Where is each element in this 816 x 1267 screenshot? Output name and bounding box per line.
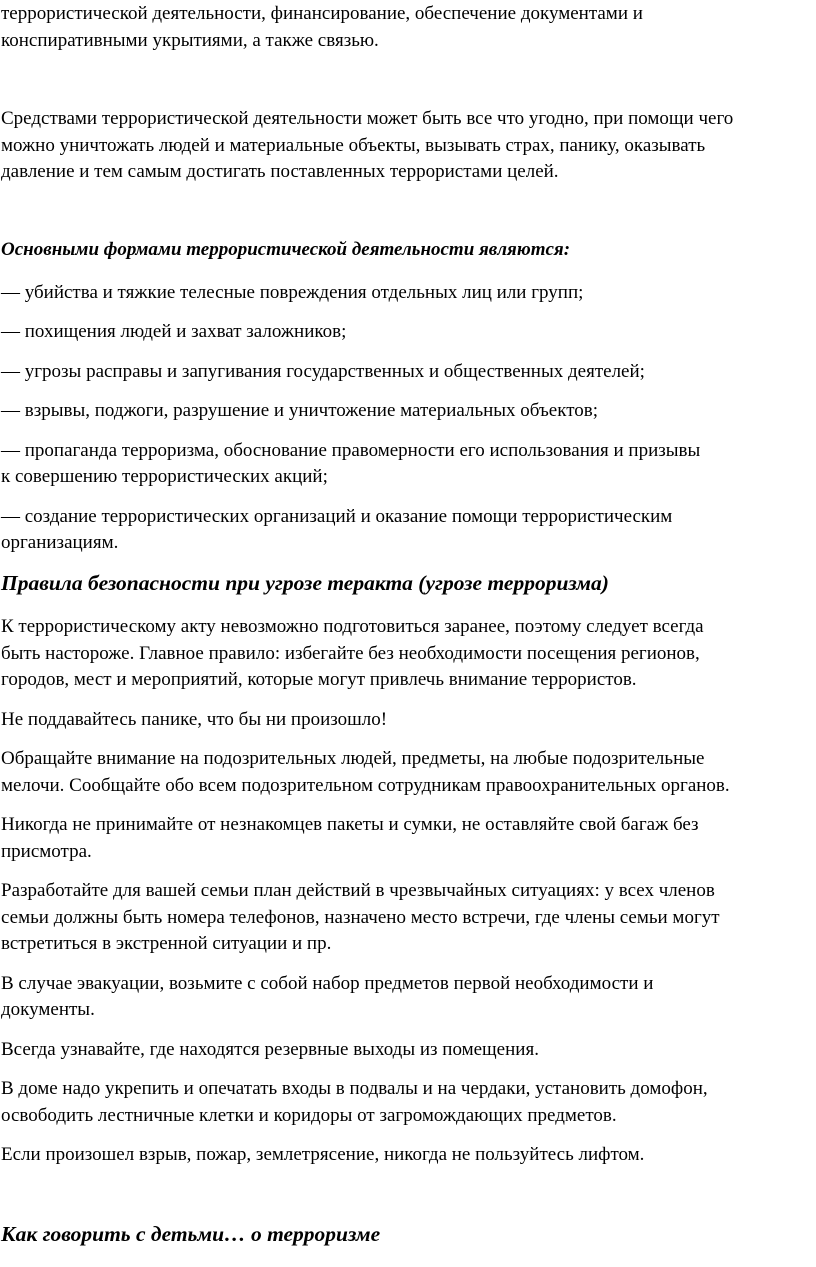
safety-p8-line-1: В доме надо укрепить и опечатать входы в подвалы и на чердаки, установить домофон,: [1, 1078, 708, 1099]
safety-heading: Правила безопасности при угрозе теракта (угрозе терроризма): [1, 571, 609, 595]
forms-item-5-line-1: — пропаганда терроризма, обоснование правомерности его использования и призывы: [1, 440, 701, 461]
forms-item-1: — убийства и тяжкие телесные повреждения отдельных лиц или групп;: [1, 282, 584, 303]
forms-item-6-line-1: — создание террористических организаций и оказание помощи террористическим: [1, 506, 673, 527]
safety-p3-line-2: мелочи. Сообщайте обо всем подозрительном сотрудникам правоохранительных органов.: [1, 775, 730, 796]
safety-p4-line-2: присмотра.: [1, 841, 92, 862]
safety-p9-line-1: Если произошел взрыв, пожар, землетрясение, никогда не пользуйтесь лифтом.: [1, 1144, 645, 1165]
safety-p6-line-1: В случае эвакуации, возьмите с собой набор предметов первой необходимости и: [1, 973, 654, 994]
means-line-2: можно уничтожать людей и материальные объекты, вызывать страх, панику, оказывать: [1, 135, 706, 156]
forms-item-2: — похищения людей и захват заложников;: [1, 321, 347, 342]
forms-item-5-line-2: к совершению террористических акций;: [1, 466, 328, 487]
safety-p1-line-1: К террористическому акту невозможно подготовиться заранее, поэтому следует всегда: [1, 616, 704, 637]
means-line-1: Средствами террористической деятельности может быть все что угодно, при помощи чего: [1, 108, 734, 129]
safety-p1-line-3: городов, мест и мероприятий, которые могут привлечь внимание террористов.: [1, 669, 637, 690]
children-heading: Как говорить с детьми… о терроризме: [1, 1222, 381, 1246]
safety-p7-line-1: Всегда узнавайте, где находятся резервные выходы из помещения.: [1, 1039, 539, 1060]
forms-item-6-line-2: организациям.: [1, 532, 119, 553]
safety-p2-line-1: Не поддавайтесь панике, что бы ни произошло!: [1, 709, 388, 730]
means-line-3: давление и тем самым достигать поставленных террористами целей.: [1, 161, 559, 182]
safety-p5-line-1: Разработайте для вашей семьи план действий в чрезвычайных ситуациях: у всех членов: [1, 880, 715, 901]
intro-line-1: террористической деятельности, финансирование, обеспечение документами и: [1, 3, 643, 24]
safety-p3-line-1: Обращайте внимание на подозрительных людей, предметы, на любые подозрительные: [1, 748, 705, 769]
safety-p5-line-3: встретиться в экстренной ситуации и пр.: [1, 933, 332, 954]
forms-item-3: — угрозы расправы и запугивания государственных и общественных деятелей;: [1, 361, 645, 382]
safety-p4-line-1: Никогда не принимайте от незнакомцев пакеты и сумки, не оставляйте свой багаж без: [1, 814, 699, 835]
intro-line-2: конспиративными укрытиями, а также связью.: [1, 30, 379, 51]
safety-p6-line-2: документы.: [1, 999, 95, 1020]
forms-heading: Основными формами террористической деятельности являются:: [1, 239, 571, 260]
forms-item-4: — взрывы, поджоги, разрушение и уничтожение материальных объектов;: [1, 400, 599, 421]
safety-p1-line-2: быть настороже. Главное правило: избегайте без необходимости посещения регионов,: [1, 643, 700, 664]
safety-p5-line-2: семьи должны быть номера телефонов, назначено место встречи, где члены семьи могут: [1, 907, 720, 928]
safety-p8-line-2: освободить лестничные клетки и коридоры от загромождающих предметов.: [1, 1105, 617, 1126]
